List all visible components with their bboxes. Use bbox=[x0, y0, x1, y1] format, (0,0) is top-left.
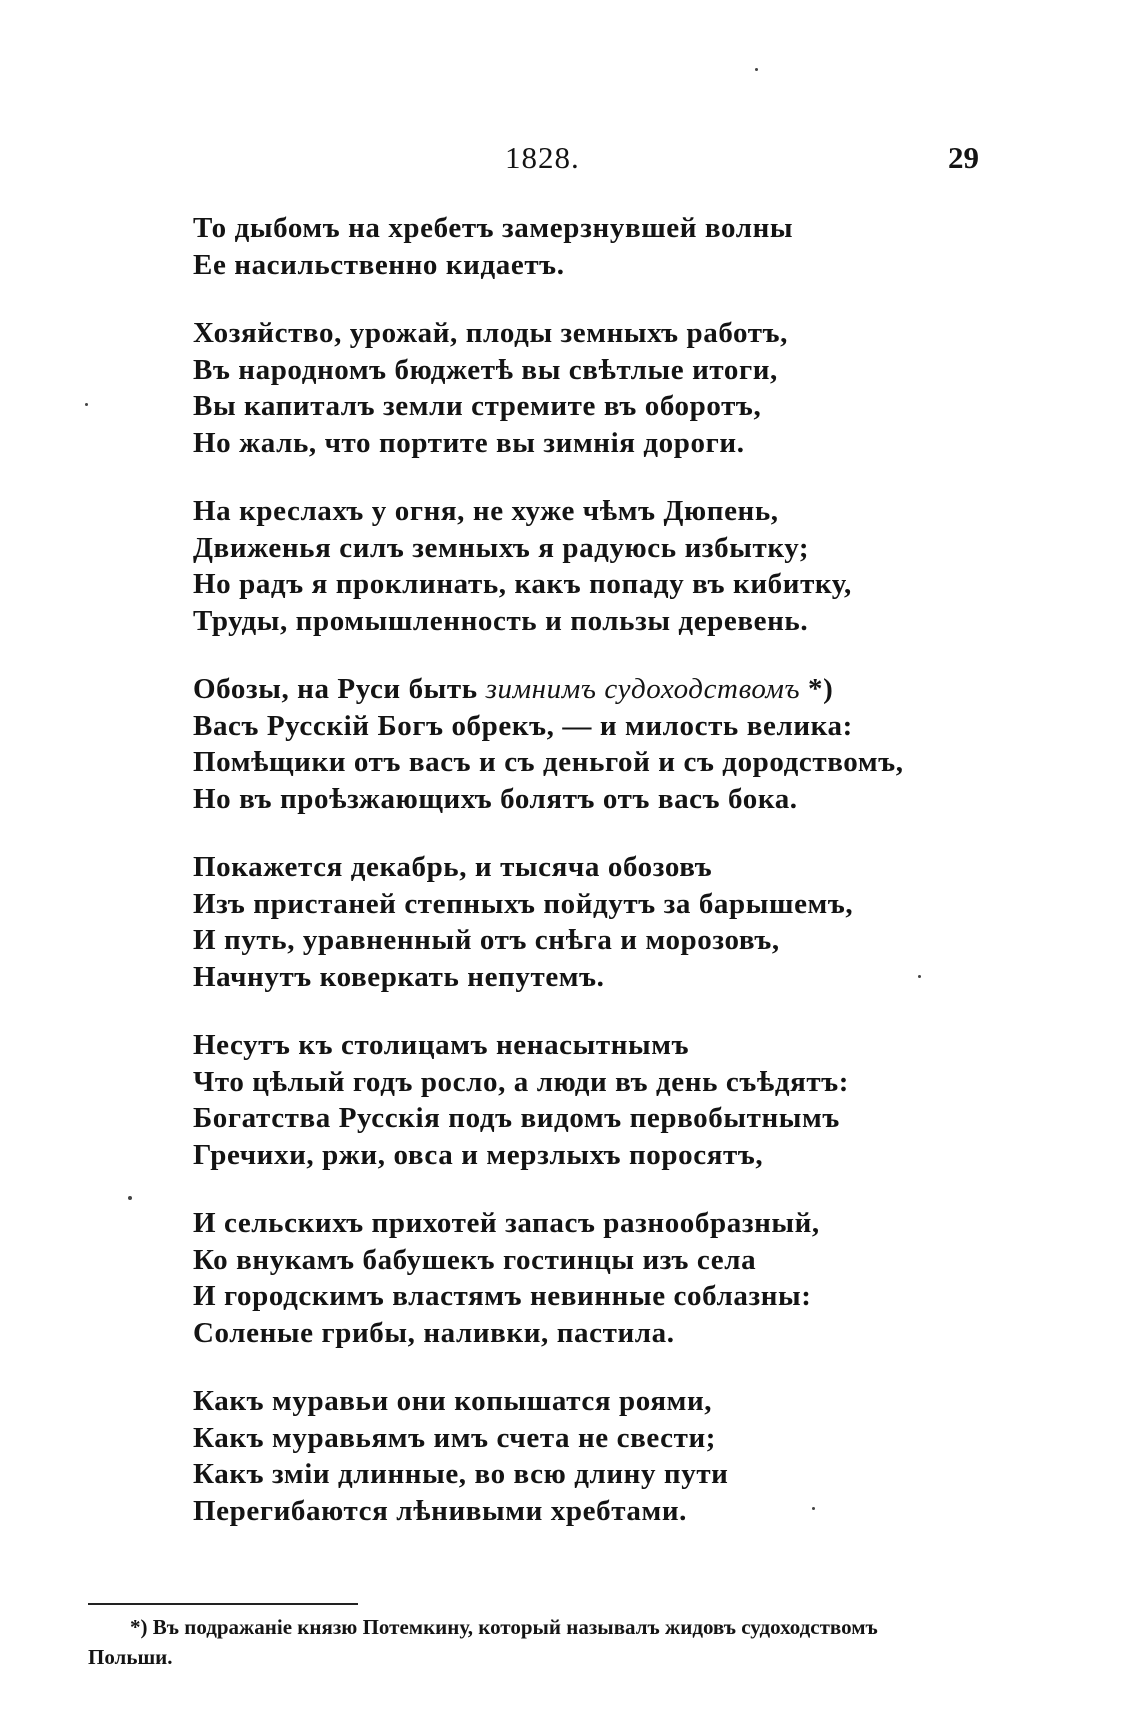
stanza bbox=[193, 493, 1013, 639]
running-head-year: 1828. bbox=[505, 140, 580, 175]
poem-line: Ко внукамъ бабушекъ гостинцы изъ села bbox=[193, 1243, 757, 1276]
poem-line: Покажется декабрь, и тысяча обозовъ bbox=[193, 851, 713, 883]
poem-line: Какъ зміи длинные, во всю длину пути bbox=[193, 1458, 729, 1490]
footnote-line: *) Въ подражаніе князю Потемкину, который называлъ жидовъ судоходствомъ bbox=[130, 1615, 878, 1639]
poem-line: Несутъ къ столицамъ ненасытнымъ bbox=[193, 1029, 690, 1061]
poem-line: Но въ проѣзжающихъ болятъ отъ васъ бока. bbox=[193, 782, 798, 815]
stanza bbox=[193, 1205, 1013, 1351]
stanza bbox=[193, 1383, 1013, 1529]
poem-line bbox=[193, 671, 1013, 708]
poem-text bbox=[193, 210, 1013, 1561]
poem-line: Что цѣлый годъ росло, а люди въ день съѣдятъ: bbox=[193, 1065, 850, 1098]
poem-line: Васъ Русскій Богъ обрекъ, — и милость велика: bbox=[193, 709, 853, 742]
poem-line: То дыбомъ на хребетъ замерзнувшей волны bbox=[193, 212, 794, 244]
print-speck bbox=[812, 1507, 815, 1510]
footnote bbox=[88, 1612, 988, 1672]
poem-line: На креслахъ у огня, не хуже чѣмъ Дюпень, bbox=[193, 495, 779, 527]
stanza bbox=[193, 671, 1013, 817]
poem-line: Ее насильственно кидаетъ. bbox=[193, 248, 565, 281]
poem-line: И городскимъ властямъ невинные соблазны: bbox=[193, 1280, 812, 1312]
poem-line: Въ народномъ бюджетѣ вы свѣтлые итоги, bbox=[193, 353, 778, 386]
page-header bbox=[0, 140, 1140, 180]
poem-line: Гречихи, ржи, овса и мерзлыхъ поросятъ, bbox=[193, 1138, 764, 1171]
poem-line: Помѣщики отъ васъ и съ деньгой и съ дородствомъ, bbox=[193, 746, 904, 778]
print-speck bbox=[85, 403, 88, 406]
poem-line: Но радъ я проклинать, какъ попаду въ кибитку, bbox=[193, 568, 852, 600]
poem-line-start: Обозы, на Руси быть bbox=[193, 673, 486, 705]
poem-line: Соленые грибы, наливки, пастила. bbox=[193, 1316, 675, 1349]
poem-line: Богатства Русскія подъ видомъ первобытнымъ bbox=[193, 1102, 840, 1134]
poem-line: И путь, уравненный отъ снѣга и морозовъ, bbox=[193, 924, 780, 956]
poem-line: Вы капиталъ земли стремите въ оборотъ, bbox=[193, 390, 762, 422]
stanza bbox=[193, 210, 1013, 283]
poem-line: И сельскихъ прихотей запасъ разнообразный, bbox=[193, 1207, 820, 1239]
poem-line: Перегибаются лѣнивыми хребтами. bbox=[193, 1494, 688, 1527]
footnote-line: Польши. bbox=[88, 1645, 173, 1669]
poem-line: Движенья силъ земныхъ я радуюсь избытку; bbox=[193, 531, 810, 564]
print-speck bbox=[755, 68, 758, 71]
print-speck bbox=[128, 1196, 132, 1200]
italic-phrase: зимнимъ судоходствомъ bbox=[485, 673, 801, 705]
poem-line: Хозяйство, урожай, плоды земныхъ работъ, bbox=[193, 317, 788, 349]
footnote-rule bbox=[88, 1603, 358, 1605]
poem-line: Но жаль, что портите вы зимнія дороги. bbox=[193, 426, 745, 459]
poem-line: Какъ муравьи они копышатся роями, bbox=[193, 1385, 713, 1417]
stanza bbox=[193, 315, 1013, 461]
poem-line: Какъ муравьямъ имъ счета не свести; bbox=[193, 1421, 717, 1454]
poem-line: Труды, промышленность и пользы деревень. bbox=[193, 604, 809, 637]
stanza bbox=[193, 849, 1013, 995]
footnote-marker: *) bbox=[800, 673, 834, 705]
page-number: 29 bbox=[948, 140, 979, 175]
stanza bbox=[193, 1027, 1013, 1173]
print-speck bbox=[918, 975, 921, 978]
poem-line: Изъ пристаней степныхъ пойдутъ за барышемъ, bbox=[193, 887, 854, 920]
poem-line: Начнутъ коверкать непутемъ. bbox=[193, 960, 605, 993]
